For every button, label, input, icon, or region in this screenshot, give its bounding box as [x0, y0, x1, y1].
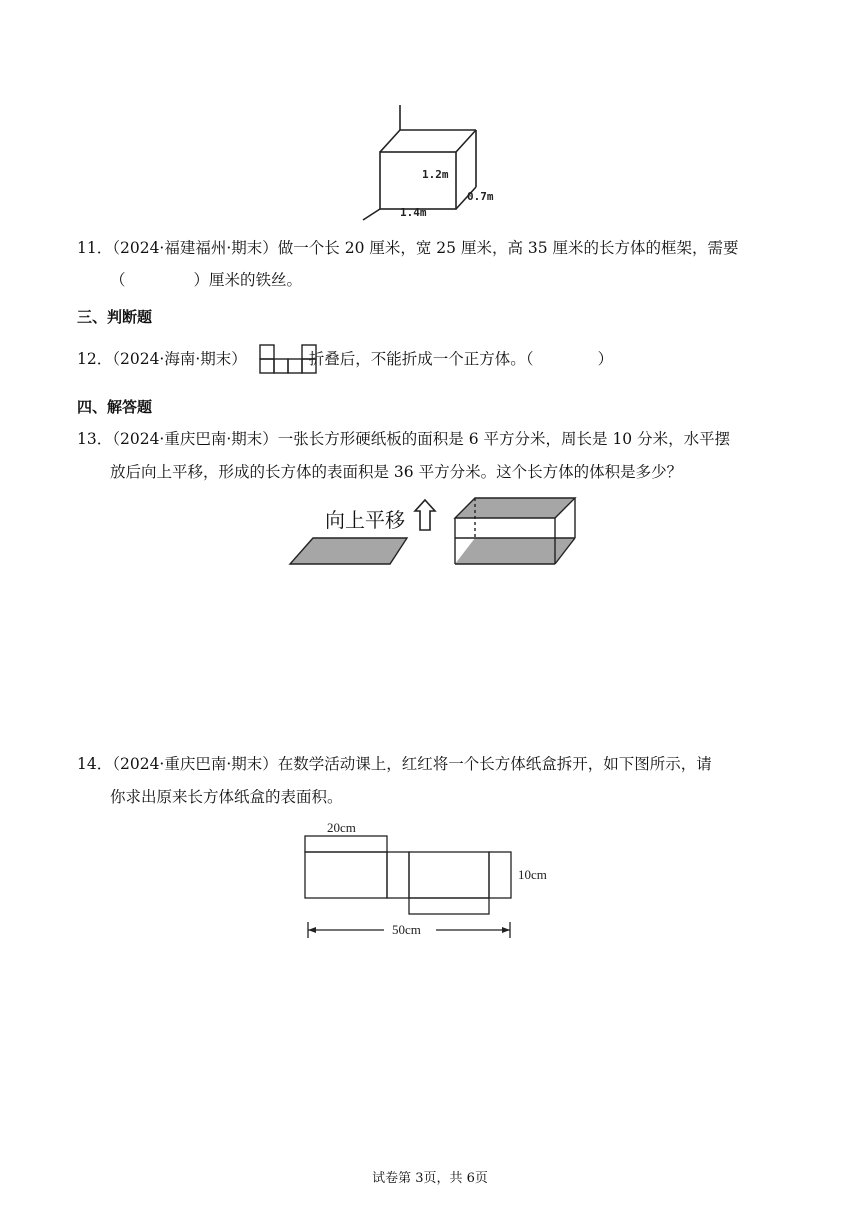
page-footer: 试卷第 3页，共 6页: [372, 1171, 488, 1186]
question-12-number: 12．: [77, 350, 113, 368]
cuboid-figure: [355, 100, 515, 222]
translate-up-label: 向上平移: [325, 508, 405, 532]
translation-figure: [285, 494, 585, 566]
net-top-label: 20cm: [327, 820, 356, 835]
question-13-line1: [77, 428, 730, 450]
question-14-source: （2024·重庆巴南·期末）: [112, 755, 278, 773]
cube-net-figure: [258, 343, 320, 377]
question-11-line2: [110, 269, 302, 291]
question-14-number: 14．: [77, 755, 113, 773]
question-11-text-end: ）厘米的铁丝。: [193, 271, 303, 289]
section-heading-answer: 四、解答题: [77, 398, 153, 416]
net-right-label: 10cm: [518, 867, 547, 882]
question-13-source: （2024·重庆巴南·期末）: [112, 430, 278, 448]
cuboid-height-label: 1.2m: [422, 168, 449, 181]
question-11-number: 11．: [77, 239, 113, 257]
question-12-line: [77, 348, 613, 370]
box-net-figure: [300, 814, 560, 940]
question-12-source: （2024·海南·期末）: [112, 350, 247, 368]
question-12-text-end: ）: [597, 350, 614, 368]
question-14-line2: [110, 786, 343, 808]
question-11-text: 做一个长 20 厘米，宽 25 厘米，高 35 厘米的长方体的框架，需要: [277, 239, 739, 257]
question-11-line1: [77, 237, 739, 259]
question-11-source: （2024·福建福州·期末）: [112, 239, 278, 257]
cuboid-width-label: 0.7m: [467, 190, 494, 203]
question-13-line2: [110, 461, 682, 483]
question-14-line1: [77, 753, 712, 775]
question-13-number: 13．: [77, 430, 113, 448]
question-14-text: 在数学活动课上，红红将一个长方体纸盒拆开，如下图所示，请: [277, 755, 712, 773]
question-12-text: 折叠后，不能折成一个正方体。（: [308, 350, 534, 368]
cuboid-length-label: 1.4m: [400, 206, 427, 219]
question-14-text-cont: 你求出原来长方体纸盒的表面积。: [110, 788, 343, 806]
answer-blank-open: （: [110, 271, 126, 289]
question-13-text-cont: 放后向上平移，形成的长方体的表面积是 36 平方分米。这个长方体的体积是多少？: [110, 463, 683, 481]
net-bottom-label: 50cm: [392, 922, 421, 937]
question-13-text: 一张长方形硬纸板的面积是 6 平方分米，周长是 10 分米，水平摆: [277, 430, 731, 448]
section-heading-judgement: 三、判断题: [77, 308, 153, 326]
